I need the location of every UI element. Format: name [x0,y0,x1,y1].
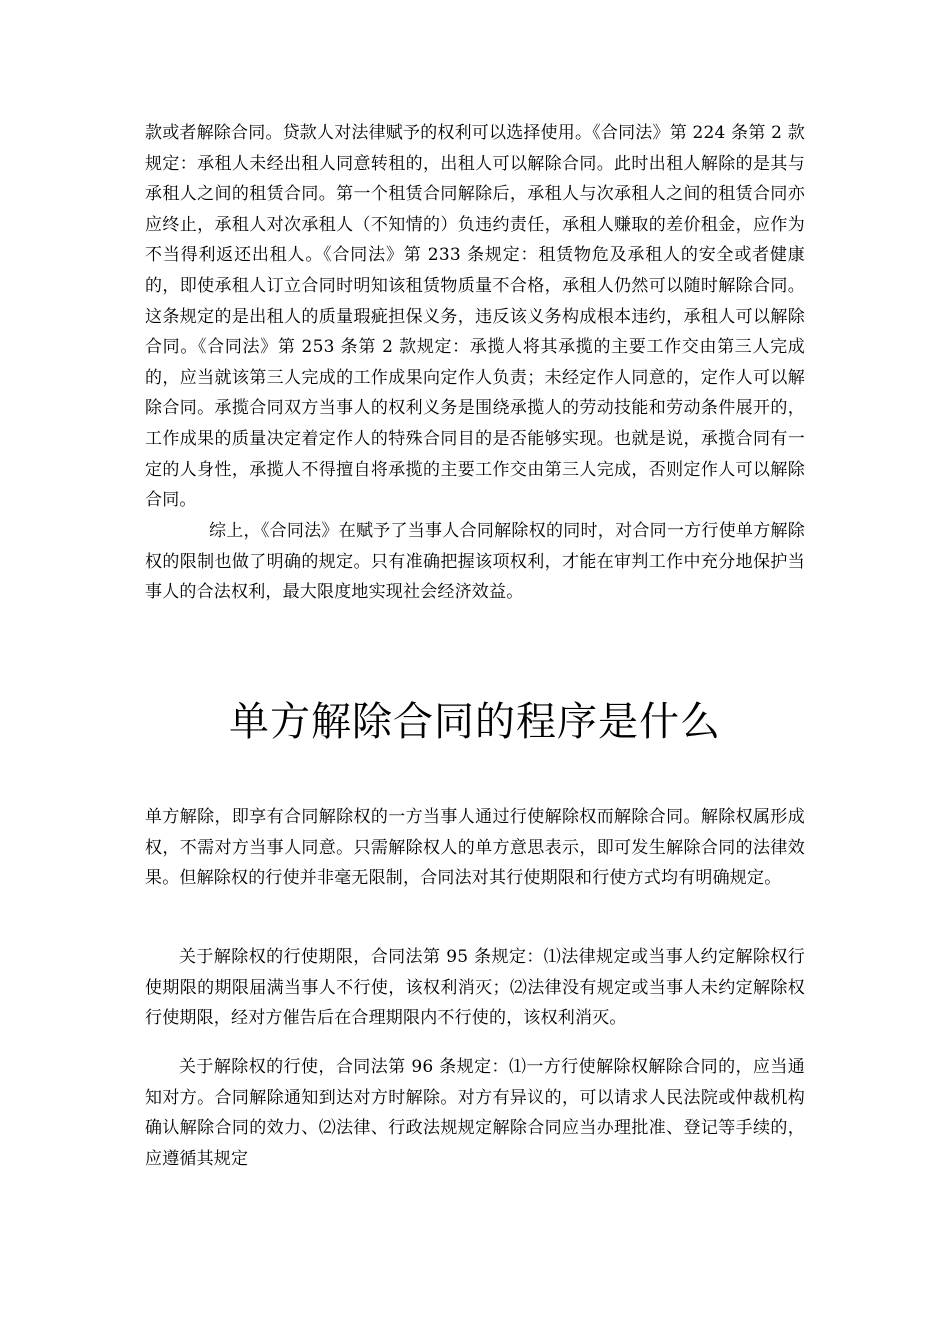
paragraph-exercise-method: 关于解除权的行使，合同法第 96 条规定：⑴一方行使解除权解除合同的，应当通知对方。合同解除通知到达对方时解除。对方有异议的，可以请求人民法院或仲裁机构确认解除合同的效力、⑵法律、行政法规规定解除合同应当办理批准、登记等手续的，应遵循其规定 [145,1057,805,1169]
paragraph-exercise-period: 关于解除权的行使期限，合同法第 95 条规定：⑴法律规定或当事人约定解除权行使期限的期限届满当事人不行使，该权利消灭；⑵法律没有规定或当事人未约定解除权行使期限，经对方催告后在合理期限内不行使的，该权利消灭。 [145,947,805,1029]
paragraph-summary: 综上，《合同法》在赋予了当事人合同解除权的同时，对合同一方行使单方解除权的限制也做了明确的规定。只有准确把握该项权利，才能在审判工作中充分地保护当事人的合法权利，最大限度地实现社会经济效益。 [145,521,805,603]
paragraph-unilateral-termination: 单方解除，即享有合同解除权的一方当事人通过行使解除权而解除合同。解除权属形成权，不需对方当事人同意。只需解除权人的单方意思表示，即可发生解除合同的法律效果。但解除权的行使并非毫无限制，合同法对其行使期限和行使方式均有明确规定。 [145,807,805,889]
paragraph-contract-law-articles: 款或者解除合同。贷款人对法律赋予的权利可以选择使用。《合同法》第 224 条第 2 款规定：承租人未经出租人同意转租的，出租人可以解除合同。此时出租人解除的是其与承租人之间的租赁合同。第一个租赁合同解除后，承租人与次承租人之间的租赁合同亦应终止，承租人对次承租人（不知情的）负违约责任，承租人赚取的差价租金，应作为不当得利返还出租人。《合同法》第 233 条规定：租赁物危及承租人的安全或者健康的，即使承租人订立合同时明知该租赁物质量不合格，承租人仍然可以随时解除合同。这条规定的是出租人的质量瑕疵担保义务，违反该义务构成根本违约，承租人可以解除合同。《合同法》第 253 条第 2 款规定：承揽人将其承揽的主要工作交由第三人完成的，应当就该第三人完成的工作成果向定作人负责；未经定作人同意的，定作人可以解除合同。承揽合同双方当事人的权利义务是围绕承揽人的劳动技能和劳动条件展开的，工作成果的质量决定着定作人的特殊合同目的是否能够实现。也就是说，承揽合同有一定的人身性，承揽人不得擅自将承揽的主要工作交由第三人完成，否则定作人可以解除合同。 [145,123,805,511]
section-heading: 单方解除合同的程序是什么 [229,699,721,745]
